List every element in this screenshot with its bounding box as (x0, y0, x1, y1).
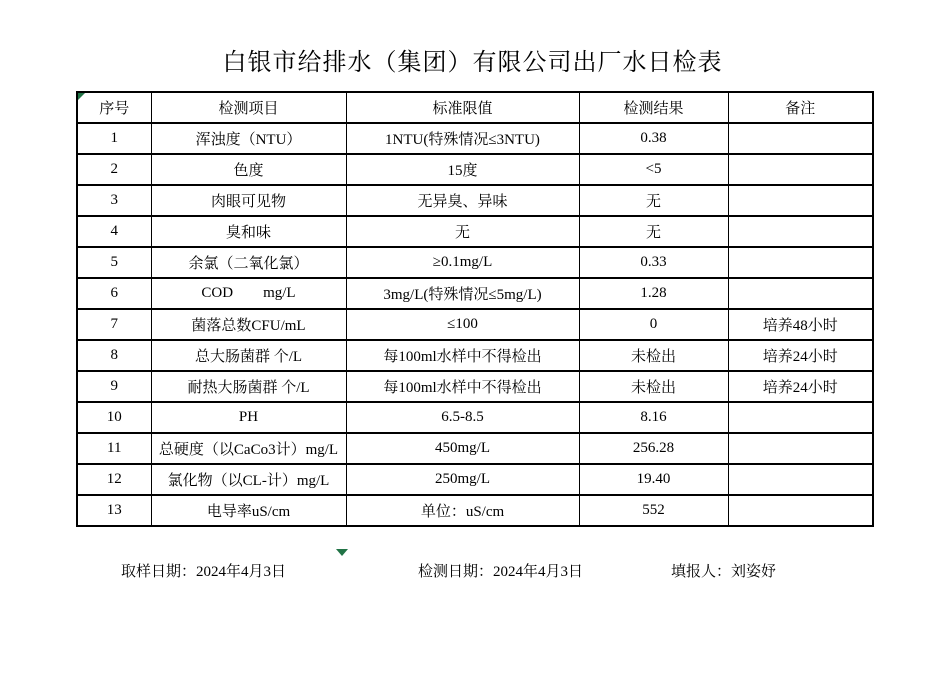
bottom-marker-flag-icon (336, 549, 348, 556)
cell-remark (728, 433, 873, 464)
table-body (77, 123, 873, 526)
table-row (77, 247, 873, 278)
cell-remark (728, 123, 873, 154)
table-row (77, 340, 873, 371)
cell-result: 19.40 (579, 464, 728, 495)
cell-remark (728, 278, 873, 309)
column-header-limit: 标准限值 (346, 92, 579, 123)
cell-no: 10 (77, 402, 151, 433)
cell-item: 菌落总数CFU/mL (151, 309, 346, 340)
cell-limit: 6.5-8.5 (346, 402, 579, 433)
cell-limit: 15度 (346, 154, 579, 185)
cell-result: 无 (579, 216, 728, 247)
table-row (77, 464, 873, 495)
cell-result: 未检出 (579, 340, 728, 371)
cell-result: 0.38 (579, 123, 728, 154)
cell-item: 肉眼可见物 (151, 185, 346, 216)
table-header (77, 92, 873, 123)
cell-limit: 每100ml水样中不得检出 (346, 340, 579, 371)
table-row (77, 216, 873, 247)
cell-corner-flag-icon (78, 93, 85, 100)
cell-no: 8 (77, 340, 151, 371)
cell-limit: ≥0.1mg/L (346, 247, 579, 278)
cell-limit: 单位：uS/cm (346, 495, 579, 526)
cell-result: 未检出 (579, 371, 728, 402)
cell-limit: 250mg/L (346, 464, 579, 495)
cell-result: 552 (579, 495, 728, 526)
cell-item: 浑浊度（NTU） (151, 123, 346, 154)
table-row (77, 309, 873, 340)
table-row (77, 402, 873, 433)
cell-item: 总硬度（以CaCo3计）mg/L (151, 433, 346, 464)
cell-remark (728, 464, 873, 495)
cell-limit: 无 (346, 216, 579, 247)
cell-remark (728, 247, 873, 278)
table-row (77, 433, 873, 464)
cell-limit: 每100ml水样中不得检出 (346, 371, 579, 402)
cell-item: 耐热大肠菌群 个/L (151, 371, 346, 402)
column-header-item: 检测项目 (151, 92, 346, 123)
column-header-result: 检测结果 (579, 92, 728, 123)
cell-no: 11 (77, 433, 151, 464)
cell-no: 2 (77, 154, 151, 185)
cell-result: 1.28 (579, 278, 728, 309)
sampling-date-label: 取样日期：2024年4月3日 (121, 564, 287, 580)
cell-remark: 培养24小时 (728, 340, 873, 371)
cell-no: 9 (77, 371, 151, 402)
cell-item: 臭和味 (151, 216, 346, 247)
cell-result: <5 (579, 154, 728, 185)
table-row (77, 154, 873, 185)
cell-no: 12 (77, 464, 151, 495)
cell-no: 1 (77, 123, 151, 154)
cell-remark: 培养48小时 (728, 309, 873, 340)
table-row (77, 371, 873, 402)
cell-item: 电导率uS/cm (151, 495, 346, 526)
table-row (77, 185, 873, 216)
footer (0, 560, 945, 584)
cell-no: 3 (77, 185, 151, 216)
cell-no: 7 (77, 309, 151, 340)
cell-limit: 3mg/L(特殊情况≤5mg/L) (346, 278, 579, 309)
inspection-table-wrap (76, 91, 874, 527)
table-row (77, 278, 873, 309)
cell-result: 8.16 (579, 402, 728, 433)
cell-remark (728, 185, 873, 216)
cell-result: 256.28 (579, 433, 728, 464)
cell-no: 4 (77, 216, 151, 247)
cell-no: 13 (77, 495, 151, 526)
cell-remark: 培养24小时 (728, 371, 873, 402)
cell-no: 5 (77, 247, 151, 278)
cell-limit: 无异臭、异味 (346, 185, 579, 216)
cell-limit: 450mg/L (346, 433, 579, 464)
cell-result: 0.33 (579, 247, 728, 278)
test-date-label: 检测日期：2024年4月3日 (418, 564, 584, 580)
reporter-label: 填报人：刘姿妤 (671, 564, 777, 580)
cell-remark (728, 495, 873, 526)
cell-remark (728, 154, 873, 185)
table-row (77, 495, 873, 526)
header-row (77, 92, 873, 123)
inspection-table (76, 91, 874, 527)
cell-no: 6 (77, 278, 151, 309)
cell-result: 无 (579, 185, 728, 216)
cell-result: 0 (579, 309, 728, 340)
cell-item: COD mg/L (151, 278, 346, 309)
cell-limit: 1NTU(特殊情况≤3NTU) (346, 123, 579, 154)
column-header-remark: 备注 (728, 92, 873, 123)
cell-remark (728, 216, 873, 247)
cell-remark (728, 402, 873, 433)
cell-item: 色度 (151, 154, 346, 185)
cell-item: 氯化物（以CL-计）mg/L (151, 464, 346, 495)
table-row (77, 123, 873, 154)
cell-item: 总大肠菌群 个/L (151, 340, 346, 371)
cell-item: 余氯（二氧化氯） (151, 247, 346, 278)
column-header-serial: 序号 (77, 92, 151, 123)
cell-limit: ≤100 (346, 309, 579, 340)
page-title: 白银市给排水（集团）有限公司出厂水日检表 (222, 50, 723, 76)
cell-item: PH (151, 402, 346, 433)
